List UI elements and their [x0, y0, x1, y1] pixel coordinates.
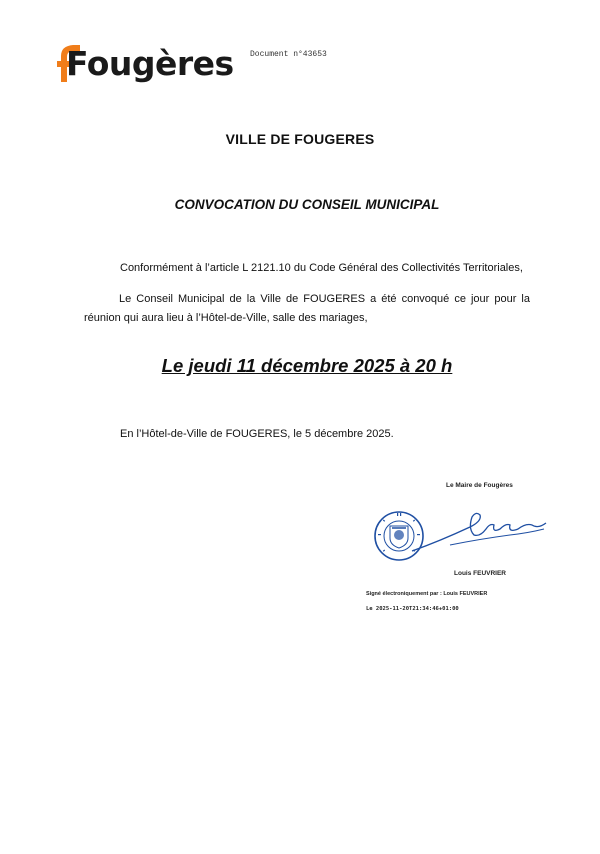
electronic-signature-note: Signé électroniquement par : Louis FEUVRIER: [366, 591, 488, 597]
document-title: VILLE DE FOUGERES: [225, 131, 375, 147]
place-and-date: En l’Hôtel-de-Ville de FOUGERES, le 5 décembre 2025.: [120, 428, 394, 440]
document-subtitle: CONVOCATION DU CONSEIL MUNICIPAL: [174, 197, 440, 212]
mayor-title: Le Maire de Fougères: [446, 482, 513, 489]
mayor-name: Louis FEUVRIER: [454, 570, 507, 577]
convocation-paragraph: Le Conseil Municipal de la Ville de FOUGERES a été convoqué ce jour pour la réunion qui aura lieu à l’Hôtel-de-Ville, salle des mariages,: [84, 293, 530, 324]
meeting-date: Le jeudi 11 décembre 2025 à 20 h: [161, 355, 453, 376]
fougeres-logo: [55, 42, 234, 88]
handwritten-signature: [410, 505, 550, 555]
legal-reference-paragraph: Conformément à l’article L 2121.10 du Code Général des Collectivités Territoriales,: [120, 262, 523, 274]
document-number: Document n°43653: [250, 50, 327, 59]
logo-wordmark: Fougères: [66, 44, 234, 83]
electronic-signature-date: Le 2025-11-20T21:34:46+01:00: [366, 606, 459, 612]
